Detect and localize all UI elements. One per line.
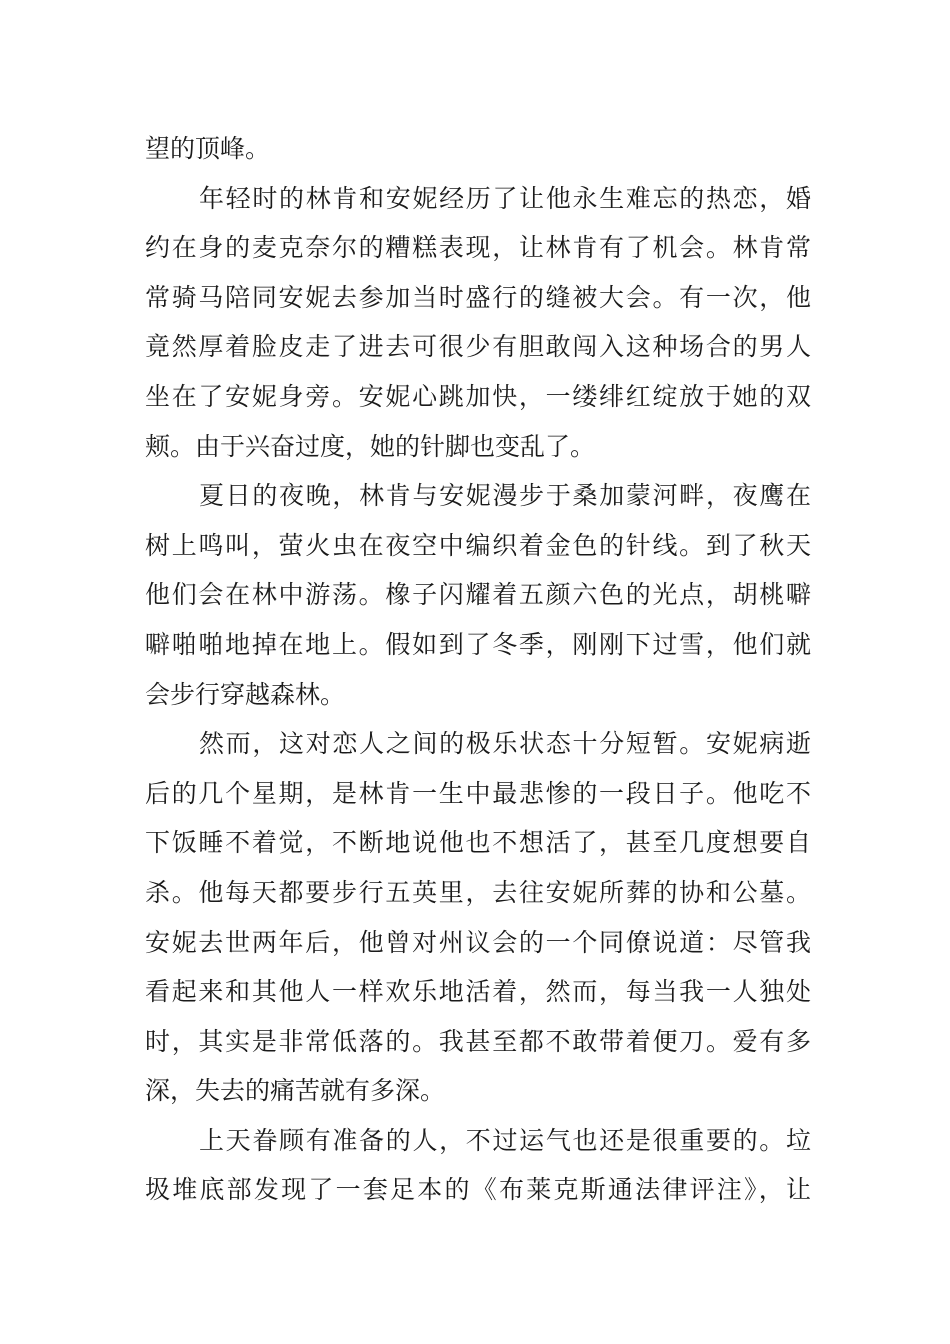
text-line: 望的顶峰。 [145, 134, 271, 163]
text-line: 年轻时的林肯和安妮经历了让他永生难忘的热恋，婚 [199, 183, 811, 213]
text-line: 他们会在林中游荡。橡子闪耀着五颜六色的光点，胡桃噼 [145, 580, 811, 610]
text-line: 杀。他每天都要步行五英里，去往安妮所葬的协和公墓。 [145, 877, 811, 907]
text-line: 约在身的麦克奈尔的糟糕表现，让林肯有了机会。林肯常 [145, 233, 811, 263]
text-line: 坐在了安妮身旁。安妮心跳加快，一缕绯红绽放于她的双 [145, 381, 811, 411]
text-line: 后的几个星期，是林肯一生中最悲惨的一段日子。他吃不 [145, 778, 811, 808]
text-line: 然而，这对恋人之间的极乐状态十分短暂。安妮病逝 [199, 729, 811, 759]
text-line: 会步行穿越森林。 [145, 679, 346, 709]
text-line: 竟然厚着脸皮走了进去可很少有胆敢闯入这种场合的男人 [145, 332, 811, 362]
text-line: 上天眷顾有准备的人，不过运气也还是很重要的。垃 [199, 1125, 811, 1155]
text-line: 时，其实是非常低落的。我甚至都不敢带着便刀。爱有多 [145, 1026, 811, 1056]
text-line: 树上鸣叫，萤火虫在夜空中编织着金色的针线。到了秋天 [145, 530, 811, 560]
text-line: 圾堆底部发现了一套足本的《布莱克斯通法律评注》，让 [145, 1175, 811, 1205]
text-line: 常骑马陪同安妮去参加当时盛行的缝被大会。有一次，他 [145, 282, 811, 312]
text-line: 噼啪啪地掉在地上。假如到了冬季，刚刚下过雪，他们就 [145, 629, 811, 659]
text-line: 深，失去的痛苦就有多深。 [145, 1076, 446, 1106]
document-page [145, 124, 811, 1215]
text-line: 夏日的夜晚，林肯与安妮漫步于桑加蒙河畔，夜鹰在 [199, 481, 811, 511]
text-line: 颊。由于兴奋过度，她的针脚也变乱了。 [145, 431, 596, 461]
text-line: 下饭睡不着觉，不断地说他也不想活了，甚至几度想要自 [145, 828, 811, 858]
text-line: 看起来和其他人一样欢乐地活着，然而，每当我一人独处 [145, 977, 811, 1007]
text-line: 安妮去世两年后，他曾对州议会的一个同僚说道：尽管我 [145, 927, 811, 957]
